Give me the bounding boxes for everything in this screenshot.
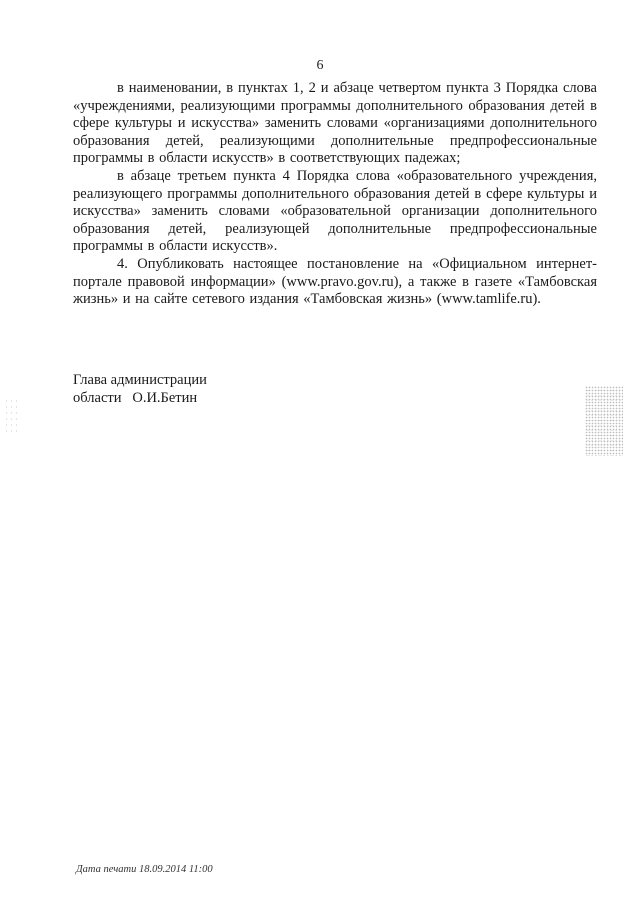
paragraph-item4-amendment: в абзаце третьем пункта 4 Порядка слова «образовательного учреждения, реализующего программы дополнительного образования детей в сфере культуры и искусства» заменить словами «образовательной организации дополнительного образования детей, реализующей дополнительные предпрофессиональные программы в области искусств». xyxy=(73,167,597,255)
signature-name: области О.И.Бетин xyxy=(73,389,198,406)
page-number: 6 xyxy=(316,58,324,73)
scan-noise-right xyxy=(585,386,623,456)
signature-block xyxy=(73,372,207,407)
scan-noise-left xyxy=(4,398,20,434)
signature-title: Глава администрации xyxy=(73,372,207,388)
paragraph-naming-amendment: в наименовании, в пунктах 1, 2 и абзаце четвертом пункта 3 Порядка слова «учреждениями, реализующими программы дополнительного образования детей в сфере культуры и искусства» заменить словами «организациями дополнительного образования детей, реализующими дополнительные предпрофессиональные программы в области искусств» в соответствующих падежах; xyxy=(73,80,597,167)
paragraph-publication: 4. Опубликовать настоящее постановление на «Официальном интернет-портале правовой информации» (www.pravo.gov.ru), а также в газете «Тамбовская жизнь» и на сайте сетевого издания «Тамбовская жизнь» (www.tamlife.ru). xyxy=(73,255,597,308)
print-date-footer: Дата печати 18.09.2014 11:00 xyxy=(76,864,213,875)
document-body xyxy=(73,80,597,309)
